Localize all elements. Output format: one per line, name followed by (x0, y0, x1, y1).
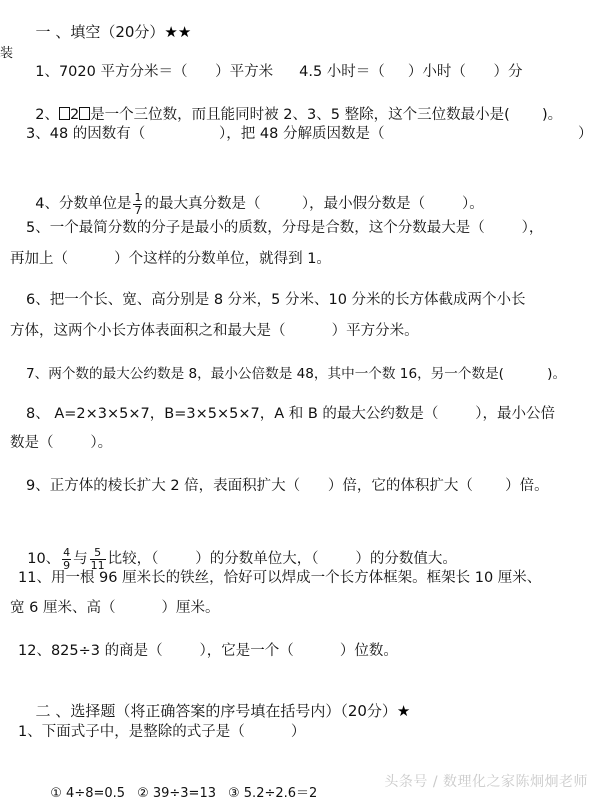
question-11-line-2: 宽 6 厘米、高（ ）厘米。 (10, 600, 220, 616)
watermark: 头条号 / 数理化之家陈炯炯老师 (384, 774, 588, 790)
section1-heading (26, 2, 594, 42)
q2-digit: 2 (69, 107, 80, 123)
q1-part-a: 1、7020 平方分米＝（ ）平方米 (35, 64, 274, 80)
question-2 (26, 85, 594, 125)
question-7: 7、两个数的最大公约数是 8，最小公倍数是 48，其中一个数 16，另一个数是( )。 (26, 366, 567, 382)
question-4 (26, 162, 594, 218)
star-icon: ★★ (164, 23, 192, 41)
question-8-line-1: 8、 A=2×3×5×7，B=3×5×5×7，A 和 B 的最大公约数是（ ），最小公倍 (26, 406, 556, 422)
margin-binding-char: 装 (0, 46, 14, 61)
question-9: 9、正方体的棱长扩大 2 倍，表面积扩大（ ）倍，它的体积扩大（ ）倍。 (26, 478, 549, 494)
question-5-line-1: 5、一个最简分数的分子是最小的质数，分母是合数，这个分数最大是（ ）， (26, 220, 544, 236)
choice-question-1: 1、下面式子中，是整除的式子是（ ） (18, 724, 306, 740)
question-8-line-2: 数是（ ）。 (10, 435, 113, 451)
q1-part-b: 4.5 小时＝（ ）小时（ ）分 (299, 64, 523, 80)
q10-text: 比较，（ ）的分数单位大，（ ）的分数值大。 (107, 551, 457, 567)
q2-text: 是一个三位数，而且能同时被 2、3、5 整除，这个三位数最小是( )。 (90, 107, 563, 123)
q10-prefix: 10、 (27, 551, 61, 567)
fraction-1-7: $\frac{1}{7}$ (134, 190, 142, 217)
question-10 (18, 514, 594, 574)
question-3: 3、48 的因数有（ ），把 48 分解质因数是（ ） (26, 126, 593, 142)
question-6-line-1: 6、把一个长、宽、高分别是 8 分米，5 分米、10 分米的长方体截成两个小长 (26, 292, 526, 308)
section1-title: 一 、填空（20分） (35, 23, 165, 41)
question-6-line-2: 方体，这两个小长方体表面积之和最大是（ ）平方分米。 (10, 323, 419, 339)
question-5-line-2: 再加上（ ）个这样的分数单位，就得到 1。 (10, 251, 331, 267)
blank-box-icon (59, 107, 70, 120)
question-12: 12、825÷3 的商是（ ），它是一个（ ）位数。 (18, 643, 398, 659)
question-1 (26, 42, 594, 82)
q4-prefix: 4、分数单位是 (35, 196, 132, 212)
question-11-line-1: 11、用一根 96 厘米长的铁丝，恰好可以焊成一个长方体框架。框架长 10 厘米、 (18, 570, 542, 586)
q4-text: 的最大真分数是（ ），最小假分数是（ ）。 (144, 196, 484, 212)
section2-heading (26, 681, 594, 721)
blank-box-icon (79, 107, 90, 120)
q2-prefix: 2、 (35, 107, 59, 123)
option-2: ② 39÷3=13 (137, 786, 216, 801)
option-3: ③ 5.2÷2.6＝2 (228, 786, 318, 801)
section2-title: 二 、选择题（将正确答案的序号填在括号内）（20分） (35, 702, 397, 720)
fraction-5-11: $\frac{5}{11}$ (90, 545, 105, 572)
option-1: ① 4÷8=0.5 (50, 786, 126, 801)
star-icon: ★ (396, 702, 411, 720)
fraction-4-9: $\frac{4}{9}$ (63, 545, 71, 572)
q10-and: 与 (73, 551, 88, 567)
